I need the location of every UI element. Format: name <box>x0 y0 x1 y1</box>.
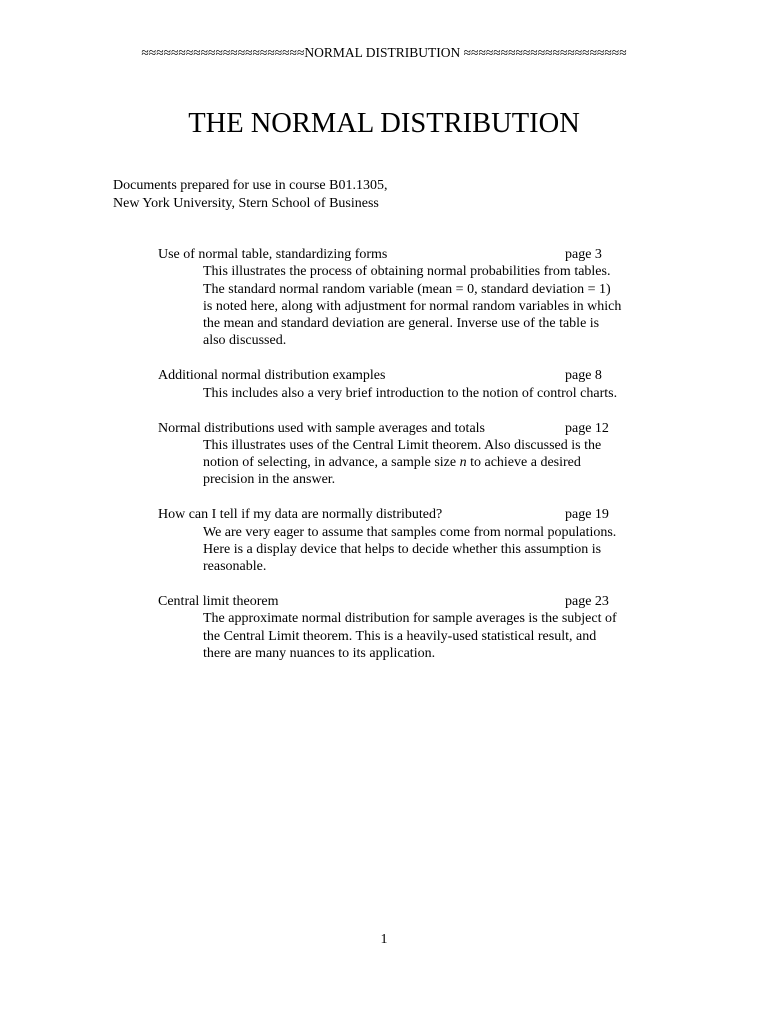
toc-entry-heading: Use of normal table, standardizing forms <box>158 247 388 262</box>
description-line: The standard normal random variable (mean = 0, standard deviation = 1) <box>203 281 611 297</box>
description-line: This illustrates the process of obtaining normal probabilities from tables. <box>203 264 611 280</box>
page-number: 1 <box>380 932 388 947</box>
description-line: Here is a display device that helps to decide whether this assumption is <box>203 541 602 557</box>
toc-entry-header <box>158 246 678 263</box>
toc-entry-header <box>158 593 678 610</box>
toc-entry-heading: How can I tell if my data are normally distributed? <box>158 507 443 523</box>
toc-entry-description <box>158 524 678 576</box>
description-line: reasonable. <box>203 559 267 575</box>
toc-entry <box>158 506 678 575</box>
description-line <box>203 454 678 471</box>
toc-entry-header <box>158 506 678 523</box>
toc-entry-page: page 8 <box>565 368 602 384</box>
toc-entry <box>158 420 678 489</box>
toc-entry-page: page 3 <box>565 247 602 262</box>
intro-line: New York University, Stern School of Business <box>113 195 379 211</box>
description-text: notion of selecting, in advance, a sample size <box>203 455 460 471</box>
intro-line: Documents prepared for use in course B01.1305, <box>113 178 388 193</box>
running-header: ≈≈≈≈≈≈≈≈≈≈≈≈≈≈≈≈≈≈≈≈≈≈NORMAL DISTRIBUTION ≈≈≈≈≈≈≈≈≈≈≈≈≈≈≈≈≈≈≈≈≈≈ <box>141 45 627 60</box>
toc-entry-header <box>158 367 678 384</box>
toc-entry <box>158 593 678 662</box>
description-line: The approximate normal distribution for sample averages is the subject of <box>203 611 617 627</box>
toc-entry-heading: Normal distributions used with sample averages and totals <box>158 420 485 436</box>
toc-entry-page: page 23 <box>565 594 609 610</box>
description-line: is noted here, along with adjustment for normal random variables in which <box>203 298 622 314</box>
description-line: there are many nuances to its application. <box>203 646 436 662</box>
description-text: to achieve a desired <box>466 455 581 471</box>
description-line: the Central Limit theorem. This is a heavily-used statistical result, and <box>203 628 597 644</box>
toc-entry-description <box>158 610 678 662</box>
description-line: also discussed. <box>203 333 287 349</box>
toc-entry-description <box>158 263 678 349</box>
description-line: We are very eager to assume that samples come from normal populations. <box>203 524 617 540</box>
description-line: precision in the answer. <box>203 472 336 488</box>
description-line: This illustrates uses of the Central Limit theorem. Also discussed is the <box>203 437 602 453</box>
toc-entry-heading: Central limit theorem <box>158 594 279 610</box>
document-title: THE NORMAL DISTRIBUTION <box>188 108 580 139</box>
toc-entry-page: page 19 <box>565 507 609 523</box>
toc-entry <box>158 246 678 350</box>
table-of-contents <box>158 246 678 680</box>
description-line: This includes also a very brief introduction to the notion of control charts. <box>203 385 618 401</box>
description-line: the mean and standard deviation are general. Inverse use of the table is <box>203 316 600 332</box>
toc-entry-description <box>158 437 678 489</box>
toc-entry-header <box>158 420 678 437</box>
intro-block <box>113 177 387 212</box>
toc-entry-heading: Additional normal distribution examples <box>158 368 386 384</box>
toc-entry-page: page 12 <box>565 420 609 436</box>
italic-variable: n <box>459 455 467 471</box>
toc-entry <box>158 367 678 402</box>
toc-entry-description <box>158 385 678 402</box>
